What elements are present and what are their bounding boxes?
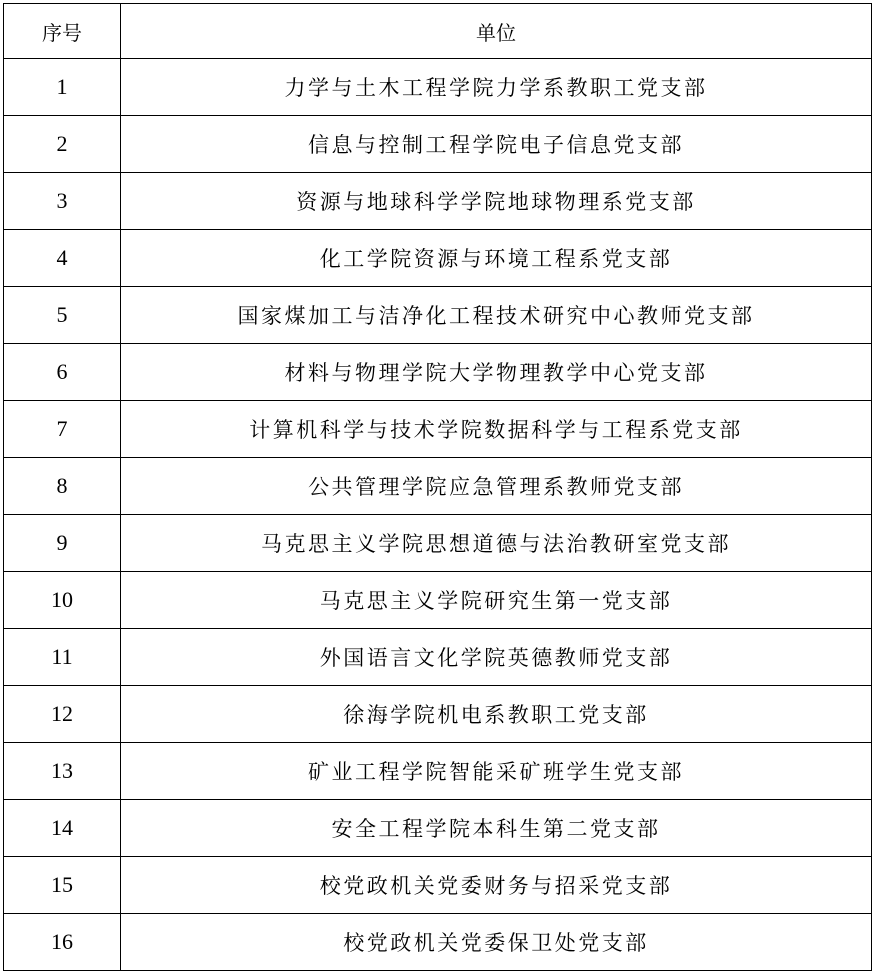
row-unit: 力学与土木工程学院力学系教职工党支部 bbox=[121, 59, 872, 116]
table-row bbox=[4, 629, 872, 686]
row-index: 5 bbox=[4, 287, 121, 344]
row-index: 1 bbox=[4, 59, 121, 116]
row-index: 6 bbox=[4, 344, 121, 401]
table-row bbox=[4, 458, 872, 515]
row-index: 16 bbox=[4, 914, 121, 971]
row-unit: 马克思主义学院研究生第一党支部 bbox=[121, 572, 872, 629]
table-row bbox=[4, 743, 872, 800]
row-index: 15 bbox=[4, 857, 121, 914]
row-unit: 校党政机关党委财务与招采党支部 bbox=[121, 857, 872, 914]
row-unit: 资源与地球科学学院地球物理系党支部 bbox=[121, 173, 872, 230]
party-branch-table-container bbox=[3, 3, 871, 971]
table-row bbox=[4, 116, 872, 173]
party-branch-table bbox=[3, 3, 872, 971]
row-unit: 矿业工程学院智能采矿班学生党支部 bbox=[121, 743, 872, 800]
header-unit: 单位 bbox=[121, 4, 872, 59]
row-index: 10 bbox=[4, 572, 121, 629]
table-row bbox=[4, 230, 872, 287]
row-index: 12 bbox=[4, 686, 121, 743]
table-row bbox=[4, 914, 872, 971]
row-unit: 计算机科学与技术学院数据科学与工程系党支部 bbox=[121, 401, 872, 458]
row-unit: 校党政机关党委保卫处党支部 bbox=[121, 914, 872, 971]
row-index: 13 bbox=[4, 743, 121, 800]
table-row bbox=[4, 59, 872, 116]
row-unit: 安全工程学院本科生第二党支部 bbox=[121, 800, 872, 857]
row-index: 8 bbox=[4, 458, 121, 515]
row-unit: 国家煤加工与洁净化工程技术研究中心教师党支部 bbox=[121, 287, 872, 344]
table-row bbox=[4, 515, 872, 572]
row-unit: 信息与控制工程学院电子信息党支部 bbox=[121, 116, 872, 173]
row-index: 14 bbox=[4, 800, 121, 857]
row-index: 3 bbox=[4, 173, 121, 230]
row-index: 4 bbox=[4, 230, 121, 287]
row-unit: 马克思主义学院思想道德与法治教研室党支部 bbox=[121, 515, 872, 572]
table-row bbox=[4, 857, 872, 914]
header-index: 序号 bbox=[4, 4, 121, 59]
table-row bbox=[4, 800, 872, 857]
row-index: 9 bbox=[4, 515, 121, 572]
table-row bbox=[4, 686, 872, 743]
row-unit: 公共管理学院应急管理系教师党支部 bbox=[121, 458, 872, 515]
row-unit: 徐海学院机电系教职工党支部 bbox=[121, 686, 872, 743]
table-row bbox=[4, 344, 872, 401]
row-index: 11 bbox=[4, 629, 121, 686]
table-row bbox=[4, 287, 872, 344]
table-header-row bbox=[4, 4, 872, 59]
table-row bbox=[4, 401, 872, 458]
row-index: 2 bbox=[4, 116, 121, 173]
row-unit: 外国语言文化学院英德教师党支部 bbox=[121, 629, 872, 686]
table-row bbox=[4, 572, 872, 629]
row-unit: 材料与物理学院大学物理教学中心党支部 bbox=[121, 344, 872, 401]
row-index: 7 bbox=[4, 401, 121, 458]
row-unit: 化工学院资源与环境工程系党支部 bbox=[121, 230, 872, 287]
table-row bbox=[4, 173, 872, 230]
